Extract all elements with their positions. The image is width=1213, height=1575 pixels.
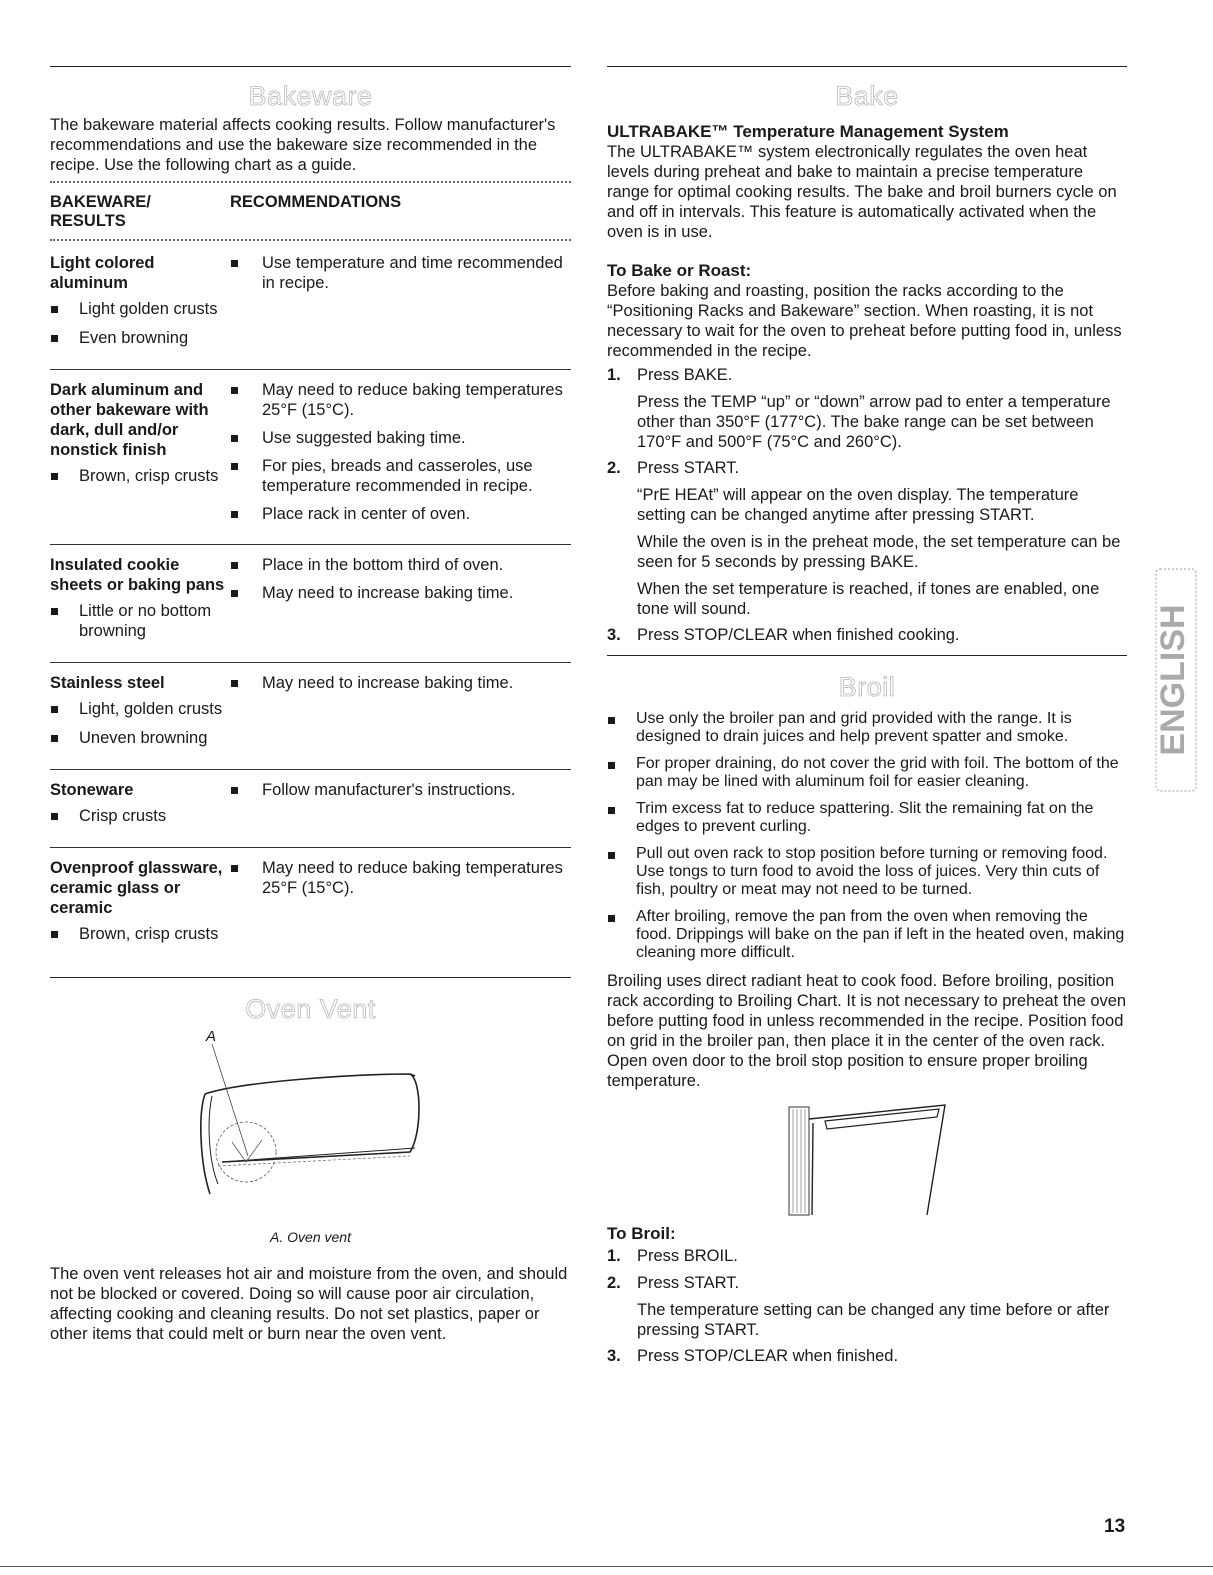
recommendations-list — [230, 253, 571, 293]
edge-tab-label: ENGLISH — [1154, 604, 1192, 756]
broiler-door-illustration — [607, 1099, 1127, 1217]
result-item: Little or no bottom browning — [50, 601, 230, 641]
recommendations-cell — [230, 663, 571, 770]
bakeware-cell — [50, 848, 230, 966]
step-instruction: Press START. — [637, 459, 740, 477]
page-number: 13 — [1104, 1516, 1126, 1537]
table-top-rule — [50, 181, 571, 183]
bakeware-table — [50, 187, 571, 965]
step-note: The temperature setting can be changed any time before or after pressing START. — [637, 1301, 1110, 1339]
result-item: Light golden crusts — [50, 299, 230, 319]
result-item: Brown, crisp crusts — [50, 466, 230, 486]
language-edge-tab — [1150, 565, 1202, 795]
bakeware-cell — [50, 370, 230, 545]
bakeware-type: Ovenproof glassware, ceramic glass or ceramic — [50, 859, 223, 917]
left-column — [50, 66, 571, 1344]
recommendations-cell — [230, 243, 571, 370]
result-item: Even browning — [50, 328, 230, 348]
step-note: While the oven is in the preheat mode, the set temperature can be seen for 5 seconds by pressing BAKE. — [637, 533, 1121, 571]
table-header-row — [50, 187, 571, 239]
section-rule — [607, 655, 1127, 656]
broil-tip: Use only the broiler pan and grid provided with the range. It is designed to drain juices and help prevent spatter and smoke. — [607, 710, 1127, 746]
table-row — [50, 770, 571, 848]
ultrabake-text: The ULTRABAKE™ system electronically regulates the oven heat levels during preheat and bake to maintain a precise temperature range for optimal cooking results. The bake and broil burners cycle on and off in intervals. This feature is automatically activated when the oven is in use. — [607, 143, 1117, 241]
recommendation-item: Use temperature and time recommended in recipe. — [230, 253, 571, 293]
recommendation-item: May need to reduce baking temperatures 25°F (15°C). — [230, 858, 571, 898]
bakeware-cell — [50, 243, 230, 370]
header-bakeware-results: BAKEWARE/ RESULTS — [50, 193, 151, 230]
section-rule — [50, 977, 571, 978]
right-column — [607, 66, 1127, 1373]
step-number: 2. — [607, 459, 621, 477]
step-number: 3. — [607, 626, 621, 644]
recommendation-item: May need to increase baking time. — [230, 583, 571, 603]
bake-section-title: Bake — [835, 81, 899, 111]
result-item: Light, golden crusts — [50, 699, 230, 719]
recommendations-list — [230, 858, 571, 898]
broil-tip: After broiling, remove the pan from the oven when removing the food. Drippings will bake on the pan if left in the heated oven, making cleaning more difficult. — [607, 908, 1127, 962]
step-number: 2. — [607, 1274, 621, 1292]
step-note: “PrE HEAt” will appear on the oven display. The temperature setting can be changed anytime after pressing START. — [637, 486, 1079, 524]
oven-vent-section-title: Oven Vent — [245, 994, 376, 1024]
recommendation-item: May need to reduce baking temperatures 25°F (15°C). — [230, 380, 571, 420]
table-row — [50, 370, 571, 545]
bake-roast-heading: To Bake or Roast: — [607, 261, 752, 280]
recommendations-list — [230, 555, 571, 603]
broil-steps-list — [607, 1246, 1127, 1366]
to-broil-heading: To Broil: — [607, 1224, 676, 1243]
broil-section-title: Broil — [838, 672, 896, 702]
oven-vent-text: The oven vent releases hot air and moisture from the oven, and should not be blocked or covered. Doing so will cause poor air circulation, affecting cooking and cleaning results. Do not set plastics, paper or other items that could melt or burn near the oven vent. — [50, 1265, 568, 1343]
bakeware-type: Insulated cookie sheets or baking pans — [50, 556, 225, 594]
step-item — [607, 365, 1127, 452]
results-list — [50, 699, 230, 748]
vent-callout-label: A — [206, 1028, 217, 1045]
bakeware-type: Light colored aluminum — [50, 254, 155, 292]
bakeware-cell — [50, 663, 230, 770]
oven-vent-illustration — [50, 1028, 571, 1224]
header-recommendations: RECOMMENDATIONS — [230, 193, 402, 211]
results-list — [50, 466, 230, 486]
recommendation-item: Place in the bottom third of oven. — [230, 555, 571, 575]
bakeware-cell — [50, 545, 230, 663]
step-instruction: Press BAKE. — [637, 366, 733, 384]
table-header-rule — [50, 239, 571, 241]
table-row — [50, 848, 571, 966]
page-bottom-rule — [0, 1566, 1213, 1567]
recommendation-item: May need to increase baking time. — [230, 673, 571, 693]
recommendations-cell — [230, 770, 571, 848]
step-instruction: Press BROIL. — [637, 1247, 738, 1265]
step-note: When the set temperature is reached, if tones are enabled, one tone will sound. — [637, 580, 1100, 618]
result-item: Crisp crusts — [50, 806, 230, 826]
broil-text: Broiling uses direct radiant heat to cook food. Before broiling, position rack according to Broiling Chart. It is not necessary to preheat the oven before putting food in unless recommended in the recipe. Position food on grid in the broiler pan, then place it in the center of the oven rack. Open oven door to the broil stop position to ensure proper broiling temperature. — [607, 972, 1127, 1090]
recommendation-item: Use suggested baking time. — [230, 428, 571, 448]
step-instruction: Press START. — [637, 1274, 740, 1292]
result-item: Uneven browning — [50, 728, 230, 748]
step-item — [607, 625, 1127, 645]
bake-steps-list — [607, 365, 1127, 645]
broil-tips-list — [607, 710, 1127, 962]
recommendation-item: Place rack in center of oven. — [230, 504, 571, 524]
recommendations-list — [230, 780, 571, 800]
broil-tip: Trim excess fat to reduce spattering. Slit the remaining fat on the edges to prevent curling. — [607, 800, 1127, 836]
step-number: 3. — [607, 1347, 621, 1365]
recommendations-cell — [230, 370, 571, 545]
step-number: 1. — [607, 1247, 621, 1265]
bakeware-section-title: Bakeware — [248, 81, 373, 111]
results-list — [50, 299, 230, 348]
results-list — [50, 924, 230, 944]
step-item — [607, 1246, 1127, 1266]
broil-tip: For proper draining, do not cover the grid with foil. The bottom of the pan may be lined with aluminum foil for easier cleaning. — [607, 755, 1127, 791]
section-rule — [607, 66, 1127, 67]
bakeware-intro: The bakeware material affects cooking results. Follow manufacturer's recommendations and use the bakeware size recommended in the recipe. Use the following chart as a guide. — [50, 116, 556, 174]
recommendations-list — [230, 673, 571, 693]
bakeware-type: Stoneware — [50, 781, 134, 799]
step-instruction: Press STOP/CLEAR when finished. — [637, 1347, 899, 1365]
bakeware-type: Dark aluminum and other bakeware with dark, dull and/or nonstick finish — [50, 381, 209, 459]
recommendations-cell — [230, 545, 571, 663]
bake-roast-intro: Before baking and roasting, position the racks according to the “Positioning Racks and Bakeware” section. When roasting, it is not necessary to wait for the oven to preheat before putting food in, unless recommended in the recipe. — [607, 282, 1122, 360]
table-row — [50, 545, 571, 663]
results-list — [50, 601, 230, 641]
step-note: Press the TEMP “up” or “down” arrow pad to enter a temperature other than 350°F (177°C). The bake range can be set between 170°F and 500°F (75°C and 260°C). — [637, 393, 1111, 451]
section-rule — [50, 66, 571, 67]
step-number: 1. — [607, 366, 621, 384]
bakeware-type: Stainless steel — [50, 674, 165, 692]
recommendation-item: Follow manufacturer's instructions. — [230, 780, 571, 800]
step-item — [607, 1273, 1127, 1340]
ultrabake-heading: ULTRABAKE™ Temperature Management System — [607, 122, 1009, 141]
table-row — [50, 663, 571, 770]
step-item — [607, 1346, 1127, 1366]
step-item — [607, 458, 1127, 619]
result-item: Brown, crisp crusts — [50, 924, 230, 944]
recommendations-cell — [230, 848, 571, 966]
recommendations-list — [230, 380, 571, 524]
oven-vent-caption: A. Oven vent — [270, 1229, 351, 1245]
bakeware-table-body — [50, 243, 571, 965]
step-instruction: Press STOP/CLEAR when finished cooking. — [637, 626, 960, 644]
broil-tip: Pull out oven rack to stop position before turning or removing food. Use tongs to turn food to avoid the loss of juices. Very thin cuts of fish, poultry or meat may not need to be turned. — [607, 845, 1127, 899]
table-row — [50, 243, 571, 370]
recommendation-item: For pies, breads and casseroles, use temperature recommended in recipe. — [230, 456, 571, 496]
results-list — [50, 806, 230, 826]
bakeware-cell — [50, 770, 230, 848]
